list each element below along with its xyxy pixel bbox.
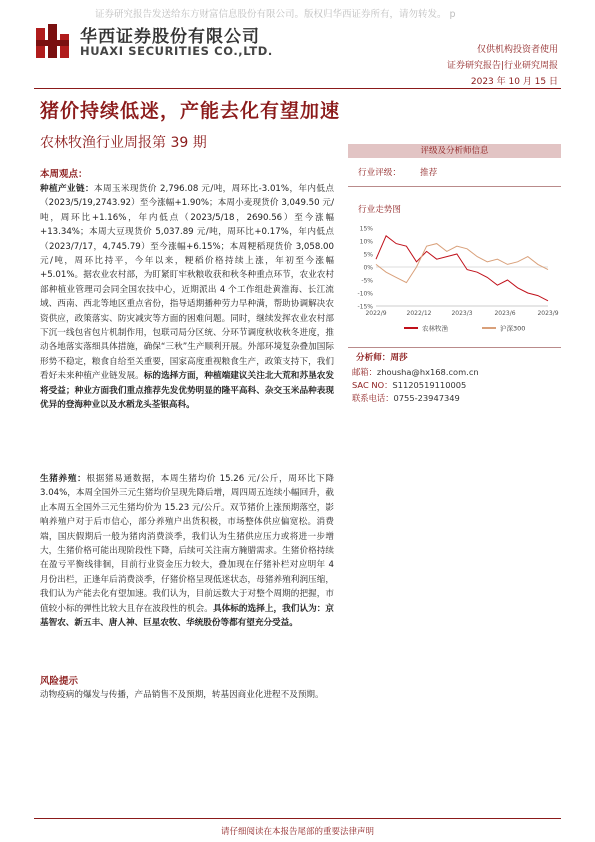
x-tick-label: 2022/12 [406,310,432,317]
planting-picks: 标的选择方面，种植端建议关注北大荒和苏垦农发将受益；种业方面我们重点推荐先发优势明显的隆平高科、杂交玉米品种表现优异的登海种业以及水稻龙头荃银高科。 [40,371,334,411]
rating-value: 推荐 [420,168,438,178]
analyst-phone [352,392,460,404]
risk-text: 动物疫病的爆发与传播，产品销售不及预期，转基因商业化进程不及预期。 [40,690,324,700]
y-tick-label: 0% [363,264,373,272]
email-value[interactable]: zhousha@hx168.com.cn [376,367,479,377]
rating-label: 行业评级： [358,168,401,178]
report-subtitle: 农林牧渔行业周报第 39 期 [40,135,207,151]
planting-paragraph [40,182,334,413]
hog-label: 生猪养殖： [40,474,87,484]
planting-label: 种植产业链： [40,184,94,194]
rating-panel-header: 评级及分析师信息 [348,144,561,158]
x-tick-label: 2023/6 [494,310,516,317]
sac-value: S1120519110005 [392,380,467,390]
y-tick-label: 10% [359,238,373,246]
phone-value: 0755-23947349 [393,393,460,403]
company-logo-icon [34,22,76,62]
trend-chart-label: 行业走势图 [358,205,401,215]
company-name-cn: 华西证券股份有限公司 [80,27,260,47]
report-date: 2023 年 10 月 15 日 [470,77,558,87]
y-tick-label: -5% [361,277,373,285]
audience-note: 仅供机构投资者使用 [476,45,558,55]
header-divider [34,88,561,89]
analyst-name: 分析师：周莎 [356,353,408,363]
sac-label: SAC NO： [352,380,393,390]
footer-divider [34,818,561,819]
y-tick-label: 15% [359,225,373,233]
planting-text: 本周玉米现货价 2,796.08 元/吨，周环比-3.01%，年内低点（2023/5/19,2743.92）至今涨幅+1.90%；本周小麦现货价 3,049.50 元/吨，周环比+1.16%，年内低点（2023/5/18，2690.56）至今涨幅+13.34%；本周大豆现货价 5,037.89 元/吨，周环比+0.17%，年内低点（2023/7/17，4,745.79）至今涨幅+6.15%；本周粳稻现货价 3,058.00 元/吨，周环比持平，今年以来，粳稻价格持续上涨，年初至今涨幅+5.01%。据农业农村部，为盯紧盯牢秋粮收获和秋冬种重点环节，农业农村部种植业管理司会同全国农技中心，近期派出 4 个工作组赴黄淮海、长江流域、西南、西北等地区重点省份，指导适期播种劳力早种满，帮助协调解决农资供应，政策落实、防灾减灾等方面的困难问题。同时，继续发挥农业农村部下沉一线包省包片机制作用，包联司局分区统、分环节调度秋收秋冬进度，推动各地落实落细具体措施，确保“三秋”生产顺利开展。外部环境复杂叠加国际形势不稳定，粮食自给至关重要，国家高度重视粮食生产，政策支持下，我们看好未来种植产业链发展。 [40,184,334,382]
analyst-sac [352,379,466,391]
chart-divider [348,347,561,348]
email-label: 邮箱： [352,367,377,377]
x-tick-label: 2023/3 [451,310,473,317]
series-line-1 [376,236,548,301]
watermark: 证券研究报告发送给东方财富信息股份有限公司。版权归华西证券所有，请勿转发。 p [95,9,456,20]
x-tick-label: 2023/9 [537,310,559,317]
report-category: 证券研究报告|行业研究周报 [446,61,558,71]
x-tick-label: 2022/9 [365,310,387,317]
legend-label-1: 农林牧渔 [422,324,448,333]
summary-heading: 本周观点： [40,169,88,180]
hog-picks: 具体标的选择上，我们认为：京基智农、新五丰、唐人神、巨星农牧、华统股份等都有望充分受益。 [40,603,334,629]
y-tick-label: -10% [357,290,373,298]
risk-heading: 风险提示 [40,676,79,687]
hog-text: 根据猪易通数据，本周生猪均价 15.26 元/公斤，周环比下降 3.04%，本周全国外三元生猪均价呈现先降后增，周四周五连续小幅回升，截止本周五全国外三元生猪均价为 15.23 元/公斤。双节猪价上涨预期落空，影响养殖户对于后市信心，部分养殖户出货积极，市场整体供应偏宽松。消费端，国庆假期后一般为猪肉消费淡季，我们认为生猪供应压力或将进一步增大，生猪价格可能出现阶段性下降，后续可关注南方腌腊需求。生猪价格持续在盈亏平衡线徘徊，目前行业资金压力较大，叠加现在仔猪补栏对应明年 4 月份出栏，正逢年后消费淡季，仔猪价格呈现低迷状态，母猪养殖利润压缩，我们认为产能去化有望加速。我们认为，目前远数大于对整个周期的把握，市值较小标的弹性比较大且存在波段性的机会。 [40,474,334,614]
hog-paragraph [40,472,334,630]
rating-divider [348,186,561,187]
analyst-email [352,366,479,378]
footer-disclaimer: 请仔细阅读在本报告尾部的重要法律声明 [220,827,374,837]
legend-label-2: 沪深300 [500,324,526,333]
series-line-2 [376,244,548,283]
report-title: 猪价持续低迷，产能去化有望加速 [40,100,341,122]
y-tick-label: 5% [363,251,373,259]
company-name-en: HUAXI SECURITIES CO.,LTD. [80,44,273,58]
y-tick-label: -15% [357,303,373,311]
phone-label: 联系电话： [352,393,394,403]
trend-chart [348,222,561,342]
